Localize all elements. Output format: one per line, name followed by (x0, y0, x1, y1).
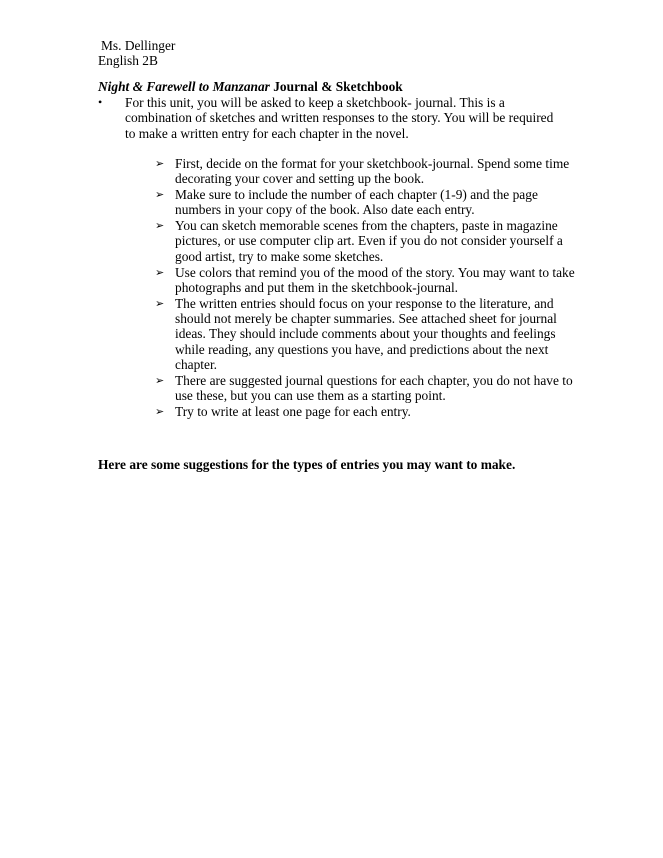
list-item (155, 296, 575, 372)
book-titles: Night & Farewell to Manzanar (98, 79, 270, 94)
list-item (155, 404, 575, 419)
intro-paragraph: For this unit, you will be asked to keep a sketchbook- journal. This is a combination of sketches and written responses to the story. You will be required to make a written entry for each chapter in the novel. (125, 95, 554, 141)
arrow-bullet-icon: ➢ (155, 265, 165, 279)
arrow-bullet-icon: ➢ (155, 188, 165, 202)
arrow-bullet-icon: ➢ (155, 219, 165, 233)
assignment-type: Journal & Sketchbook (269, 79, 403, 94)
arrow-bullet-icon: ➢ (155, 157, 165, 170)
closing-heading: Here are some suggestions for the types of entries you may want to make. (98, 457, 516, 472)
list-item (155, 373, 575, 404)
list-item (155, 156, 575, 187)
arrow-bullet-icon: ➢ (155, 373, 165, 387)
teacher-name: Ms. Dellinger (101, 38, 176, 53)
list-item (155, 265, 575, 296)
list-item (155, 218, 575, 264)
course-name: English 2B (98, 53, 158, 68)
bullet-icon: • (98, 95, 103, 109)
arrow-bullet-icon: ➢ (155, 404, 165, 418)
list-item-text: Make sure to include the number of each chapter (1-9) and the page numbers in your copy of the book. Also date each entry. (175, 187, 538, 218)
assignment-title (98, 79, 403, 94)
list-item-text: The written entries should focus on your response to the literature, and should not merely be chapter summaries. See attached sheet for journal ideas. They should include comments about your thoughts and feelings while reading, any questions you have, and predictions about the next chapter. (175, 295, 557, 372)
list-item-text: First, decide on the format for your sketchbook-journal. Spend some time decorating your cover and setting up the book. (175, 156, 570, 187)
list-item-text: Use colors that remind you of the mood of the story. You may want to take photographs and put them in the sketchbook-journal. (175, 264, 575, 295)
list-item (155, 187, 575, 218)
list-item-text: Try to write at least one page for each entry. (175, 403, 411, 419)
arrow-bullet-icon: ➢ (155, 296, 165, 310)
list-item-text: There are suggested journal questions for each chapter, you do not have to use these, but you can use them as a starting point. (175, 372, 573, 403)
instruction-list (155, 156, 575, 420)
list-item-text: You can sketch memorable scenes from the chapters, paste in magazine pictures, or use computer clip art. Even if you do not consider yourself a good artist, try to make some sketches. (175, 218, 563, 264)
